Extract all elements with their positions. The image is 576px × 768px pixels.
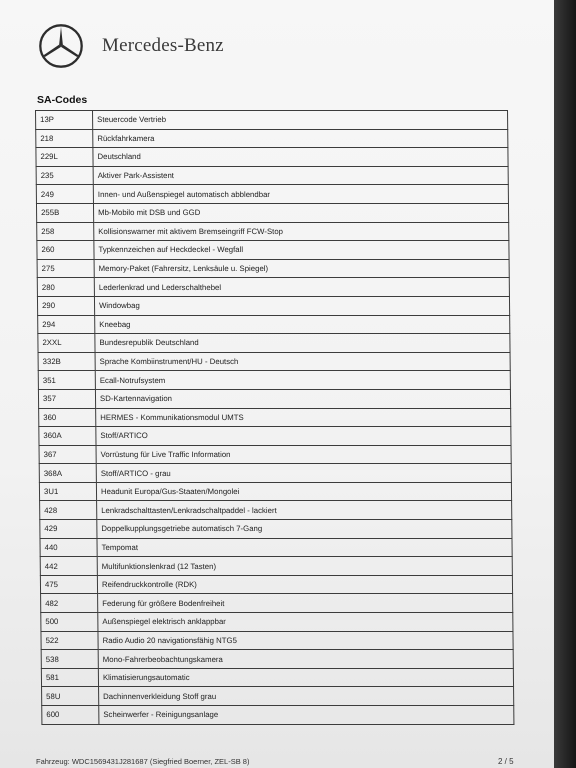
table-row [41, 668, 513, 687]
table-row [39, 482, 511, 501]
table-row [42, 687, 514, 706]
background-edge [554, 0, 576, 768]
table-row [39, 408, 511, 427]
description-cell: Mono-Fahrerbeobachtungskamera [98, 650, 513, 669]
code-cell: 368A [39, 464, 96, 483]
description-cell: Radio Audio 20 navigationsfähig NTG5 [98, 631, 513, 650]
table-row [41, 650, 513, 669]
table-row [37, 259, 509, 278]
description-cell: SD-Kartennavigation [95, 389, 510, 408]
table-row [39, 427, 511, 446]
code-cell: 538 [41, 650, 98, 669]
table-row [36, 129, 508, 148]
description-cell: Innen- und Außenspiegel automatisch abblendbar [93, 185, 508, 204]
table-row [37, 278, 509, 297]
code-cell: 500 [41, 613, 98, 632]
table-row [40, 538, 512, 557]
table-row [40, 575, 512, 594]
table-row [40, 557, 512, 576]
table-row [37, 296, 509, 315]
table-row [39, 445, 511, 464]
table-row [38, 315, 510, 334]
description-cell: Rückfahrkamera [93, 129, 508, 148]
code-cell: 482 [41, 594, 98, 613]
table-row [41, 613, 513, 632]
code-cell: 360A [39, 427, 96, 446]
code-cell: 332B [38, 352, 95, 371]
description-cell: Außenspiegel elektrisch anklappbar [98, 613, 513, 632]
description-cell: Deutschland [93, 148, 508, 167]
code-cell: 367 [39, 445, 96, 464]
code-cell: 429 [40, 520, 97, 539]
code-cell: 440 [40, 538, 97, 557]
table-row [36, 203, 508, 222]
description-cell: Bundesrepublik Deutschland [95, 334, 510, 353]
description-cell: Typkennzeichen auf Heckdeckel - Wegfall [94, 241, 509, 260]
description-cell: Reifendruckkontrolle (RDK) [97, 575, 512, 594]
description-cell: Stoff/ARTICO - grau [96, 464, 511, 483]
description-cell: Steuercode Vertrieb [93, 111, 508, 130]
code-cell: 218 [36, 129, 93, 148]
code-cell: 3U1 [39, 482, 96, 501]
table-row [38, 334, 510, 353]
code-cell: 442 [40, 557, 97, 576]
sa-codes-table [35, 110, 514, 725]
table-row [40, 520, 512, 539]
description-cell: Stoff/ARTICO [96, 427, 511, 446]
description-cell: Dachinnenverkleidung Stoff grau [99, 687, 514, 706]
code-cell: 428 [40, 501, 97, 520]
code-cell: 249 [36, 185, 93, 204]
code-cell: 275 [37, 259, 94, 278]
table-row [38, 389, 510, 408]
header [38, 22, 224, 70]
code-cell: 280 [37, 278, 94, 297]
description-cell: Lederlenkrad und Lederschalthebel [94, 278, 509, 297]
description-cell: Sprache Kombiinstrument/HU - Deutsch [95, 352, 510, 371]
code-cell: 229L [36, 148, 93, 167]
description-cell: Federung für größere Bodenfreiheit [98, 594, 513, 613]
table-row [36, 111, 508, 130]
section-title: SA-Codes [37, 94, 88, 106]
code-cell: 260 [37, 241, 94, 260]
page-number: 2 / 5 [498, 757, 514, 766]
code-cell: 235 [36, 166, 93, 185]
code-cell: 357 [38, 389, 95, 408]
mercedes-star-logo-icon [38, 23, 84, 69]
table-row [36, 185, 508, 204]
description-cell: Kollisionswarner mit aktivem Bremseingriff FCW-Stop [94, 222, 509, 241]
description-cell: Headunit Europa/Gus-Staaten/Mongolei [96, 482, 511, 501]
table-row [36, 148, 508, 167]
description-cell: Aktiver Park-Assistent [93, 166, 508, 185]
code-cell: 522 [41, 631, 98, 650]
description-cell: Ecall-Notrufsystem [95, 371, 510, 390]
code-cell: 290 [37, 296, 94, 315]
table-row [41, 631, 513, 650]
description-cell: Vorrüstung für Live Traffic Information [96, 445, 511, 464]
description-cell: HERMES - Kommunikationsmodul UMTS [96, 408, 511, 427]
code-cell: 360 [39, 408, 96, 427]
table-row [38, 352, 510, 371]
table-row [41, 594, 513, 613]
description-cell: Doppelkupplungsgetriebe automatisch 7-Gang [97, 520, 512, 539]
table-row [42, 706, 514, 725]
brand-name: Mercedes-Benz [102, 35, 224, 56]
description-cell: Memory-Paket (Fahrersitz, Lenksäule u. Spiegel) [94, 259, 509, 278]
code-cell: 58U [42, 687, 99, 706]
code-cell: 600 [42, 706, 99, 725]
code-cell: 255B [36, 203, 93, 222]
code-cell: 294 [38, 315, 95, 334]
code-cell: 351 [38, 371, 95, 390]
description-cell: Lenkradschalttasten/Lenkradschaltpaddel - lackiert [97, 501, 512, 520]
table-row [37, 241, 509, 260]
vehicle-info: Fahrzeug: WDC1569431J281687 (Siegfried Boerner, ZEL-SB 8) [36, 757, 250, 766]
table-row [38, 371, 510, 390]
code-cell: 13P [36, 111, 93, 130]
table-row [37, 222, 509, 241]
description-cell: Windowbag [94, 296, 509, 315]
description-cell: Mb-Mobilo mit DSB und GGD [93, 203, 508, 222]
description-cell: Multifunktionslenkrad (12 Tasten) [97, 557, 512, 576]
code-cell: 258 [37, 222, 94, 241]
table-row [39, 464, 511, 483]
code-cell: 475 [40, 575, 97, 594]
code-cell: 581 [41, 668, 98, 687]
code-cell: 2XXL [38, 334, 95, 353]
table-row [36, 166, 508, 185]
description-cell: Tempomat [97, 538, 512, 557]
description-cell: Klimatisierungsautomatic [98, 668, 513, 687]
description-cell: Scheinwerfer - Reinigungsanlage [99, 706, 514, 725]
table-row [40, 501, 512, 520]
description-cell: Kneebag [95, 315, 510, 334]
